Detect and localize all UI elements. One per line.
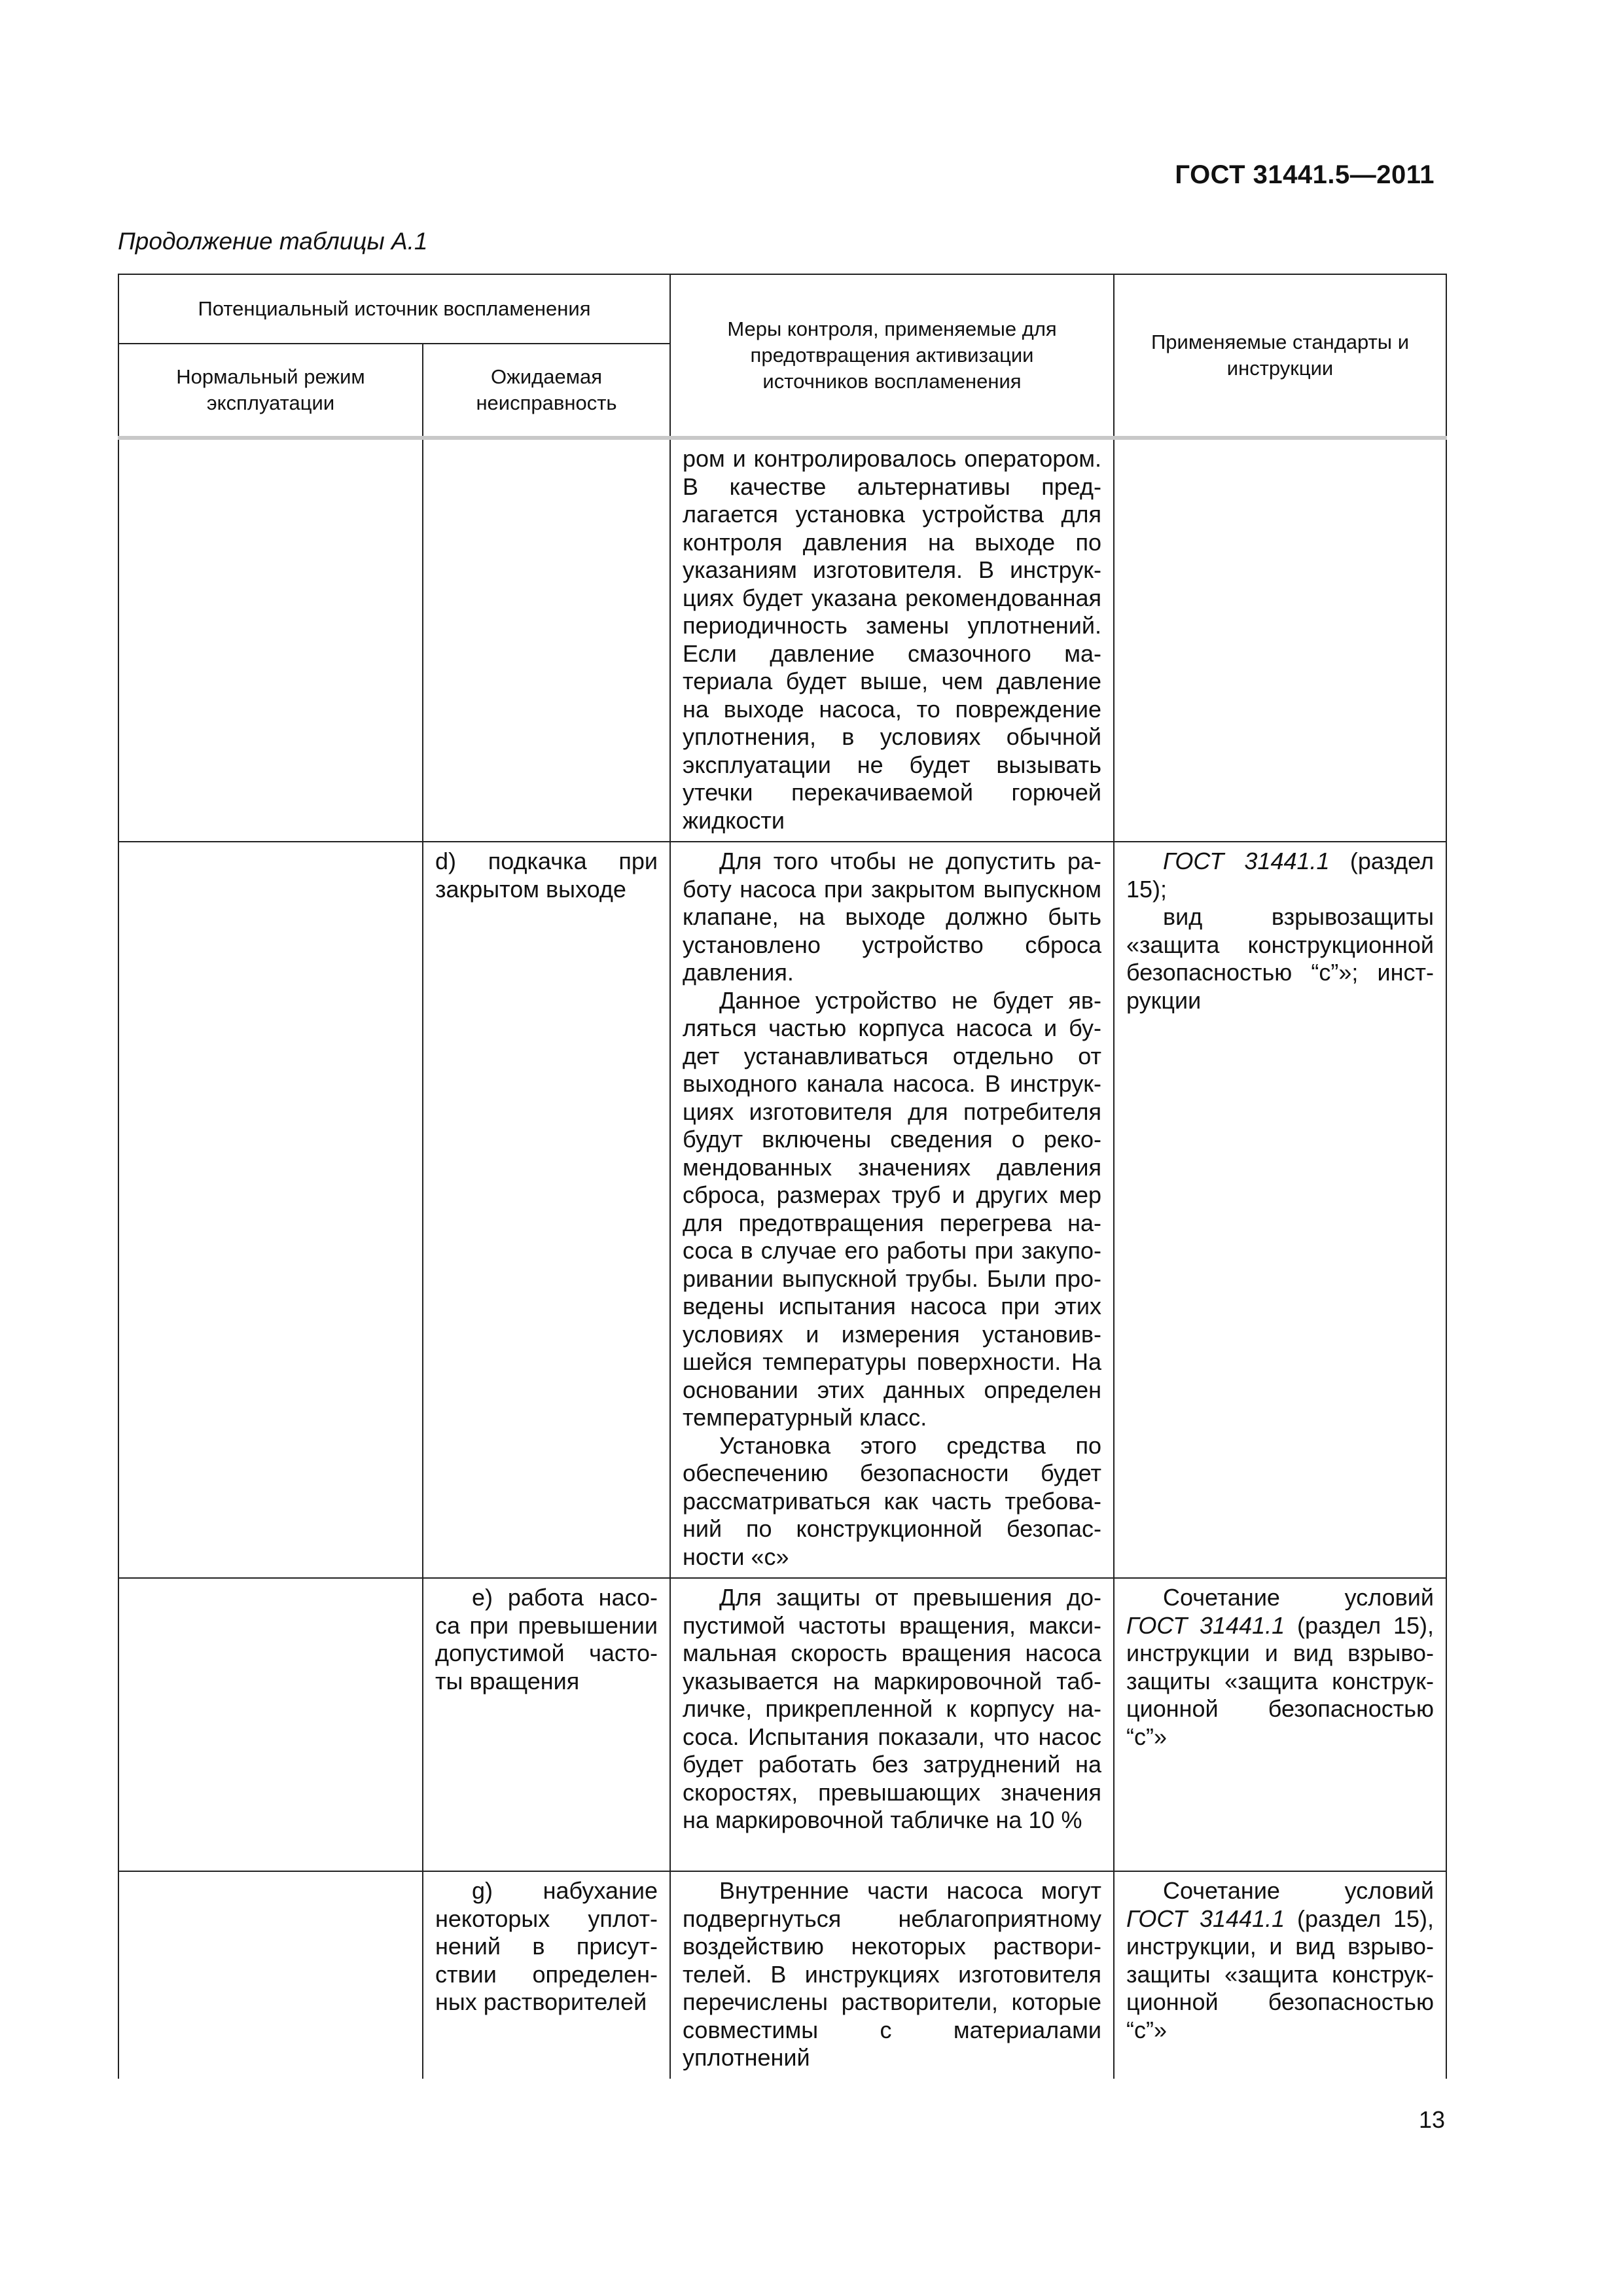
table-row [118,1578,1446,1871]
standard-reference: ГОСТ 31441.1 [1126,1611,1285,1639]
standards-paragraph: Сочетание условий ГОСТ 31441.1 (раздел 15), инструкции и вид взрывозащиты «защита конструкционной безопасностью “с”» [1126,1584,1435,1750]
standard-reference: ГОСТ 31441.1 [1126,1905,1285,1932]
table-row [118,438,1446,842]
page-number: 13 [1418,2106,1445,2133]
table-row [118,842,1446,1578]
cell-control-measures: Для защиты от превышения допустимой частоты вращения, максимальная скорость вращения насоса указывается на маркировочной табличке, прикрепленной к корпусу насоса. Испытания показали, что насос будет работать без затруднений на скоростях, превышающих значения на маркировочной табличке на 10 % [670,1578,1114,1871]
header-control-measures: Меры контроля, применяемые для предотвращения активизации источников воспламенения [670,274,1114,438]
measures-paragraph: Для того чтобы не допустить работу насоса при закрытом выпускном клапане, на выходе должно быть установлено устройство сброса давления. [683,848,1102,986]
cell-expected-failure [423,438,670,842]
table-row [118,1871,1446,2079]
header-expected-failure: Ожидаемая неисправность [423,344,670,438]
header-ignition-source-group: Потенциальный источник воспламенения [118,274,670,344]
measures-paragraph: Установка этого средства по обеспечению безопасности будет рассматриваться как часть требований по конструкционной безопасности «с» [683,1431,1102,1570]
cell-standards [1114,1871,1446,2079]
cell-standards [1114,438,1446,842]
standards-paragraph: Сочетание условий ГОСТ 31441.1 (раздел 15), инструкции, и вид взрывозащиты «защита конструкционной безопасностью “с”» [1126,1877,1435,2043]
cell-expected-failure: d) подкачка при закрытом выходе [423,842,670,1578]
document-code: ГОСТ 31441.5—2011 [1175,160,1435,189]
header-standards: Применяемые стандарты и инструкции [1114,274,1446,438]
standards-paragraph: ГОСТ 31441.1 (раздел 15); [1126,848,1435,903]
cell-control-measures [670,842,1114,1578]
cell-normal-mode [118,1871,423,2079]
cell-expected-failure: g) набухание некоторых уплотнений в присутствии определенных растворителей [423,1871,670,2079]
standard-reference: ГОСТ 31441.1 [1163,848,1330,874]
ignition-sources-table [118,274,1447,2079]
cell-standards [1114,1578,1446,1871]
measures-paragraph: Данное устройство не будет являться частью корпуса насоса и будет устанавливаться отдельно от выходного канала насоса. В инструкциях изготовителя для потребителя будут включены сведения о рекомендованных значениях давления сброса, размерах труб и других мер для предотвращения перегрева насоса в случае его работы при закупоривании выпускной трубы. Были проведены испытания насоса при этих условиях и измерения установившейся температуры поверхности. На основании этих данных определен температурный класс. [683,986,1102,1431]
header-normal-mode: Нормальный режим эксплуатации [118,344,423,438]
cell-normal-mode [118,438,423,842]
cell-control-measures: Внутренние части насоса могут подвергнуться неблагоприятному воздействию некоторых растворителей. В инструкциях изготовителя перечислены растворители, которые совместимы с материалами уплотнений [670,1871,1114,2079]
standards-paragraph: вид взрывозащиты «защита конструкционной безопасностью “с”»; инструкции [1126,903,1435,1014]
cell-normal-mode [118,1578,423,1871]
cell-control-measures: ром и контролировалось оператором. В качестве альтернативы предлагается установка устройства для контроля давления на выходе по указаниям изготовителя. В инструкциях будет указана рекомендованная периодичность замены уплотнений. Если давление смазочного материала будет выше, чем давление на выходе насоса, то повреждение уплотнения, в условиях обычной эксплуатации не будет вызывать утечки перекачиваемой горючей жидкости [670,438,1114,842]
table-caption: Продолжение таблицы А.1 [118,228,428,255]
cell-expected-failure: е) работа насоса при превышении допустимой частоты вращения [423,1578,670,1871]
cell-standards [1114,842,1446,1578]
cell-normal-mode [118,842,423,1578]
